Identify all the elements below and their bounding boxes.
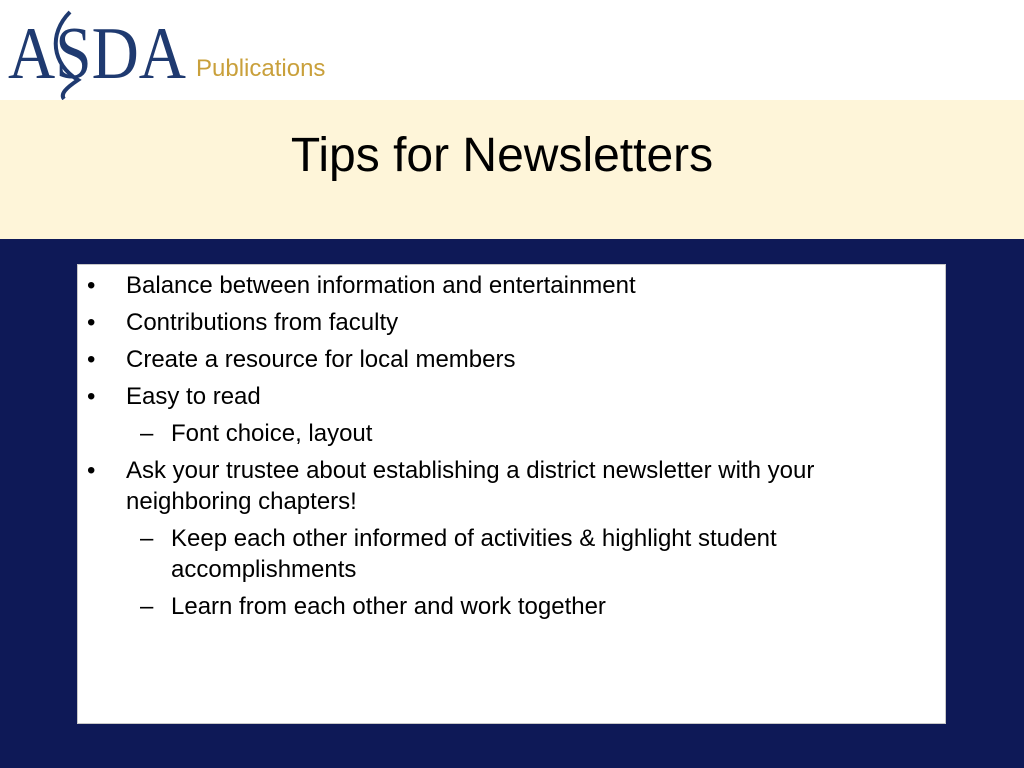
publications-label: Publications <box>196 55 326 82</box>
bullet-text: Ask your trustee about establishing a district newsletter with your neighboring chapters! <box>126 457 815 515</box>
sub-list-item <box>126 591 927 622</box>
bullet-text: Easy to read <box>126 383 261 410</box>
bullet-text: Contributions from faculty <box>126 309 399 336</box>
content-box <box>77 264 946 724</box>
list-item <box>87 344 927 375</box>
sub-bullet-text: Keep each other informed of activities & highlight student accomplishments <box>171 525 777 583</box>
asda-logo <box>8 4 188 100</box>
bullet-text: Balance between information and entertainment <box>126 272 636 299</box>
bullet-marker: • <box>87 457 96 484</box>
list-item <box>87 307 927 338</box>
bullet-marker: • <box>87 383 96 410</box>
bullet-text: Create a resource for local members <box>126 346 516 373</box>
dash-marker: – <box>140 525 154 552</box>
sub-list <box>126 418 927 449</box>
sub-list <box>126 523 927 622</box>
sub-list-item <box>126 523 927 585</box>
logo-wordmark: ASDA <box>8 13 186 95</box>
sub-bullet-text: Font choice, layout <box>171 420 373 447</box>
list-item <box>87 270 927 301</box>
dash-marker: – <box>140 593 154 620</box>
bullet-marker: • <box>87 309 96 336</box>
bullet-list <box>87 270 927 628</box>
list-item <box>87 381 927 449</box>
dash-marker: – <box>140 420 154 447</box>
header <box>0 0 1024 100</box>
sub-bullet-text: Learn from each other and work together <box>171 593 606 620</box>
bullet-marker: • <box>87 272 96 299</box>
sub-list-item <box>126 418 927 449</box>
bullet-marker: • <box>87 346 96 373</box>
page-title: Tips for Newsletters <box>290 129 714 182</box>
list-item <box>87 455 927 622</box>
